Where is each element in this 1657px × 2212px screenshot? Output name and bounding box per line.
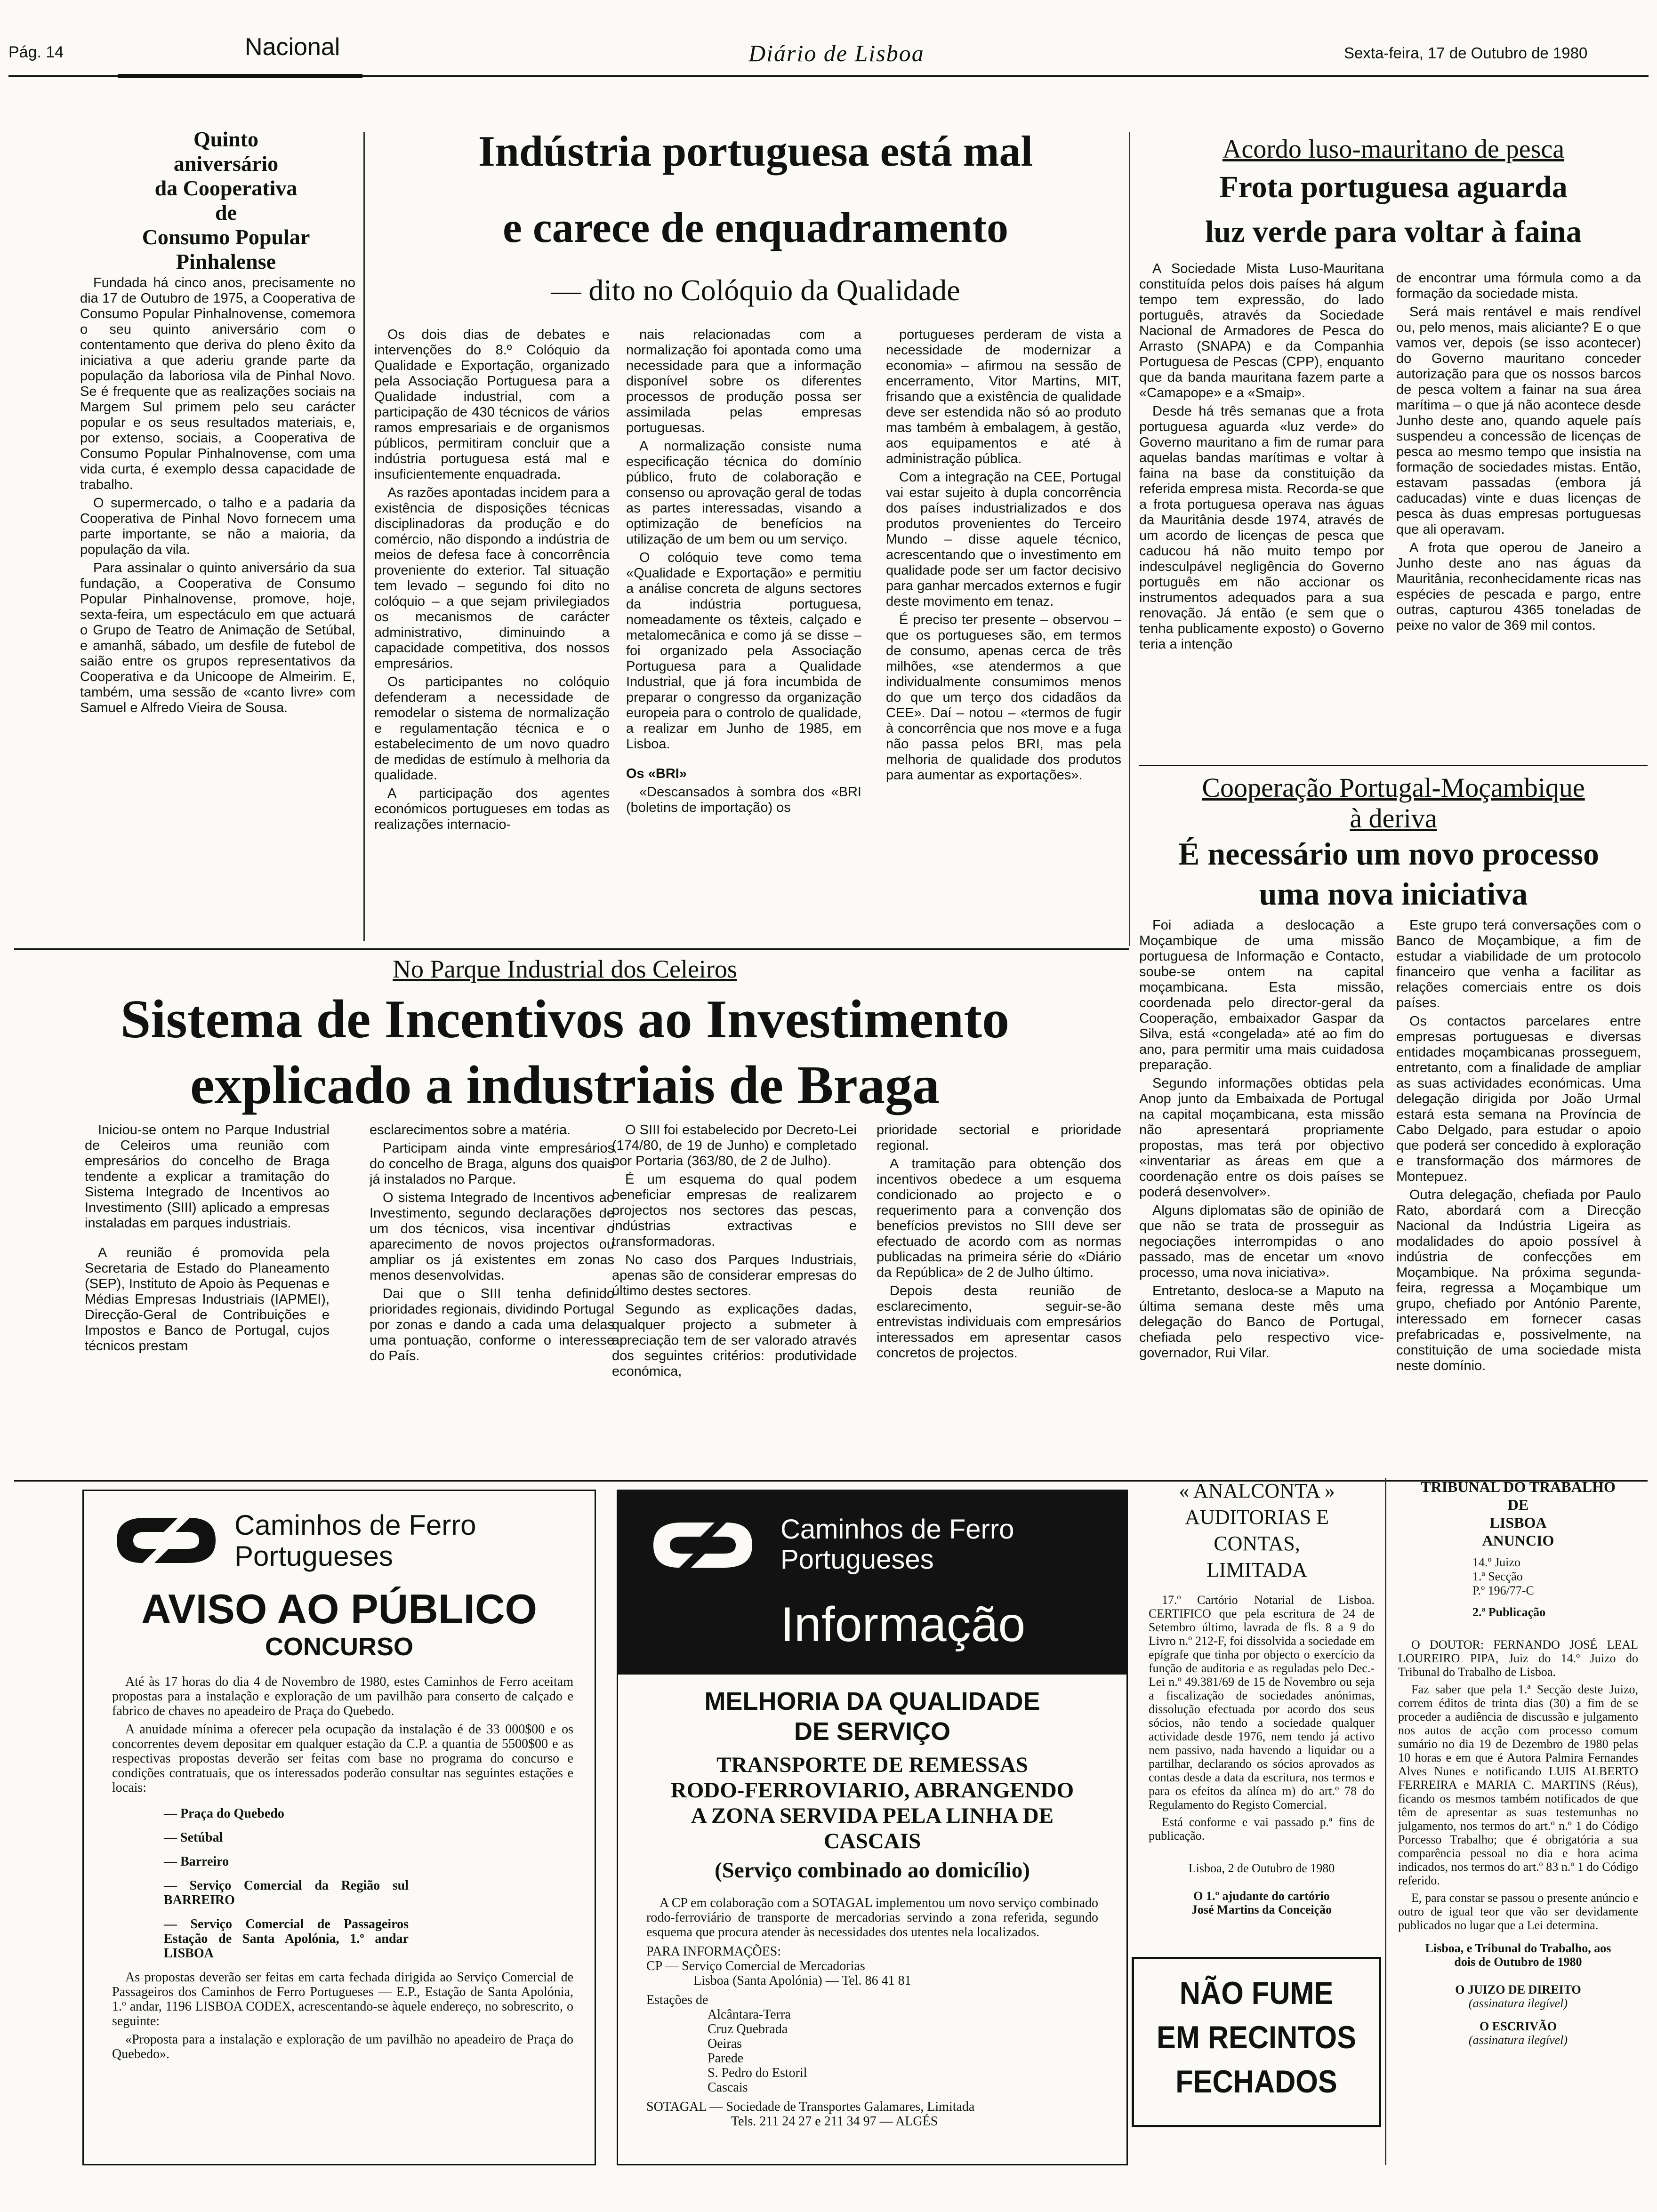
column-rule <box>1385 1478 1386 2165</box>
frota-headline-2: luz verde para voltar à faina <box>1205 215 1582 249</box>
aviso-body: Até às 17 horas do dia 4 de Novembro de 1980, estes Caminhos de Ferro aceitam propostas para a instalação e exploração de um pavilhão para conserto de calçado e fabrico de chaves no apeadeiro de Praça do Quebedo. A anuidade mínima a oferecer pela ocupação da instalação é de 33 000$00 e os concorrentes devem depositar em qualquer estação da C.P. a quantia de 5500$00 e as respectivas propostas deverão ser feitas com base no programa do concurso e condições contratuais, que os interessados poderão consultar nas seguintes estações e locais: — Praça do Quebedo — Setúbal — Barreiro — Serviço Comercial da Região sul BARREIRO — Serviço Comercial de Passageiros Estação de Santa Apolónia, 1.º andar LISBOA As propostas deverão ser feitas em carta fechada dirigida ao Serviço Comercial de Passageiros dos Caminhos de Ferro Portugueses — E.P., Estação de Santa Apolónia, 1.º andar, 1196 LISBOA CODEX, acrescentando-se àquele endereço, no sobrescrito, o seguinte: «Proposta para a instalação e exploração de um pavilhão no apeadeiro de Praça do Quebedo». <box>112 1675 573 2061</box>
station-item: S. Pedro do Estoril <box>708 2066 807 2080</box>
cp-informacao-ad <box>617 1490 1128 2165</box>
industria-col-2: nais relacionadas com a normalização foi apontada como uma necessidade para que a informação disponível sobre os diferentes processos de produção possa ser assimilada pelas empresas portuguesas. A normalização consiste numa especificação técnica do domínio público, fruto de colaboração e consenso ou aprovação geral de todas as partes interessadas, visando a optimização de benefícios na utilização de um bem ou um serviço. O colóquio teve como tema «Qualidade e Exportação» e permitiu a análise concreta de alguns sectores da indústria portuguesa, nomeadamente os têxteis, calçado e metalomecânica e como já se disse – foi organizado pela Associação Portuguesa para a Qualidade Industrial, que já fora incumbida de preparar o congresso da organização europeia para o controlo de qualidade, a realizar em Junho de 1985, em Lisboa. Os «BRI» «Descansados à sombra dos «BRI (boletins de importação) os <box>626 327 861 815</box>
cp-logo-icon <box>107 1512 225 1571</box>
nao-fume-notice: NÃO FUME EM RECINTOS FECHADOS <box>1132 1957 1381 2127</box>
aviso-location: — Serviço Comercial de Passageiros Estação de Santa Apolónia, 1.º andar LISBOA <box>164 1917 409 1961</box>
braga-col-1: Iniciou-se ontem no Parque Industrial de Celeiros uma reunião com empresários do concelho de Braga tendente a explicar a tramitação do Sistema Integrado de Incentivos ao Investimento (SIII) aplicado a empresas instaladas em parques industriais. A reunião é promovida pela Secretaria de Estado do Planeamento (SEP), Instituto de Apoio às Pequenas e Médias Empresas Industriais (IAPMEI), Direcção-Geral de Contribuições e Impostos e Banco de Portugal, cujos técnicos prestam <box>85 1122 330 1354</box>
station-item: Cruz Quebrada <box>708 2022 788 2036</box>
tribunal-reference: 14.º Juizo 1.ª Secção P.º 196/77-C 2.ª Publicação <box>1472 1555 1546 1619</box>
frota-headline-1: Frota portuguesa aguarda <box>1219 170 1568 204</box>
aviso-location: — Barreiro <box>164 1854 229 1869</box>
industria-col-3: portugueses perderam de vista a necessidade de modernizar a economia» – afirmou na sessão de encerramento, Vitor Martins, MIT, frisando que a existência de qualidade deve ser estendida não só ao produto mas também à embalagem, à gestão, aos equipamentos e até à administração pública. Com a integração na CEE, Portugal vai estar sujeito à dupla concorrência dos países industrializados e dos produtos provenientes do Terceiro Mundo – disse aquele técnico, acrescentando que o investimento em qualidade pode ser um factor decisivo para ganhar mercados externos e fugir deste movimento em tenaz. É preciso ter presente – observou – que os portugueses são, em termos de consumo, apenas cerca de três milhões, «se atendermos a que individualmente consumimos menos do que um terço dos cidadãos da CEE». Daí – notou – «termos de fugir à concorrência que nos move e a fuga não passa pelos BRI, mas pela melhoria de qualidade dos produtos para aumentar as exportações». <box>886 327 1121 783</box>
braga-col-2: esclarecimentos sobre a matéria. Participam ainda vinte empresários do concelho de Braga, alguns dos quais já instalados no Parque. O sistema Integrado de Incentivos ao Investimento, segundo declarações de um dos técnicos, visa incentivar o aparecimento de novos projectos ou ampliar os já existentes em zonas menos desenvolvidas. Dai que o SIII tenha definido prioridades regionais, dividindo Portugal por zonas e dando a cada uma delas uma pontuação, conforme o interesse do País. <box>370 1122 614 1363</box>
station-item: Oeiras <box>708 2036 742 2051</box>
braga-headline-2: explicado a industriais de Braga <box>190 1055 940 1115</box>
aviso-location: — Serviço Comercial da Região sul BARREIRO <box>164 1878 409 1907</box>
industria-headline-1: Indústria portuguesa está mal <box>478 127 1033 175</box>
section-rule <box>1139 765 1648 766</box>
braga-col-3: O SIII foi estabelecido por Decreto-Lei (174/80, de 19 de Junho) e completado por Portaria (363/80, de 2 de Julho). É um esquema do qual podem beneficiar empresas de realizarem projectos nos sectores das pescas, indústrias extractivas e transformadoras. No caso dos Parques Industriais, apenas são de considerar empresas do último destes sectores. Segundo as explicações dadas, qualquer projecto a submeter à apreciação tem de ser valorado através dos seguintes critérios: produtividade económica, <box>612 1122 857 1379</box>
industria-subhead: — dito no Colóquio da Qualidade <box>551 273 960 307</box>
frota-col-1: A Sociedade Mista Luso-Mauritana constituída pelos dois países há algum tempo tem expressão, do lado português, através da Sociedade Nacional de Armadores de Pesca do Arrasto (SNAPA) e da Companhia Portuguesa de Pescas (CPP), enquanto que da banda mauritana fazem parte a «Camapope» e a «Smaip». Desde há três semanas que a frota portuguesa aguarda «luz verde» do Governo mauritano a fim de rumar para aquelas bandas marítimas e voltar à faina na base da constituição da referida empresa mista. Recorda-se que a frota portuguesa operava nas águas da Mauritânia desde 1974, através de um acordo de licenças de pesca que caducou há não muito tempo por indesculpável negligência do Governo português em não accionar os instrumentos adequados para a sua renovação. Já então (e sem que o tenha publicamente exposto) o Governo teria a intenção <box>1139 261 1384 652</box>
mocambique-headline-2: uma nova iniciativa <box>1259 876 1528 912</box>
aviso-subtitle: CONCURSO <box>265 1633 413 1661</box>
page-number: Pág. 14 <box>8 43 64 61</box>
informacao-subtitle: TRANSPORTE DE REMESSAS RODO-FERROVIARIO, ABRANGENDO A ZONA SERVIDA PELA LINHA DE CASCAIS (Serviço combinado ao domicílio) <box>670 1753 1074 1883</box>
issue-date: Sexta-feira, 17 de Outubro de 1980 <box>1344 44 1588 62</box>
tribunal-body: O DOUTOR: FERNANDO JOSÉ LEAL LOUREIRO PIPA, Juiz do 14.º Juizo do Tribunal do Trabalho de Lisboa. Faz saber que pela 1.ª Secção deste Juizo, correm éditos de trinta dias (30) a fim de se proceder a audiência de discussão e julgamento nos autos de acção com processo comum sumário no dia 19 de Dezembro de 1980 pelas 10 horas e em que é Autora Palmira Fernandes Alves Nunes e notificando LUIS ALBERTO FERREIRA e MARIA C. MARTINS (Réus), ficando os mesmos também notificados de que têm de apresentar as suas testemunhas no julgamento, nos termos do art.º n.º 1 do Código Porcesso Trabalho; que é obrigatória a sua comparência pessoal no dia e hora acima indicados, nos termos do art.º 83 n.º 1 do Código referido. E, para constar se passou o presente anúncio e outro de igual teor que vão ser devidamente publicados no lugar que a Lei determina. Lisboa, e Tribunal do Trabalho, aos dois de Outubro de 1980 O JUIZO DE DIREITO (assinatura ilegível) O ESCRIVÃO (assinatura ilegível) <box>1398 1638 1638 2047</box>
mocambique-col-1: Foi adiada a deslocação a Moçambique de uma missão portuguesa de Informação e Contacto, soube-se ontem na capital moçambicana. Esta missão, coordenada pelo director-geral da Cooperação, embaixador Gaspar da Silva, está «congelada» até ao fim do ano, para permitir uma mais cuidadosa preparação. Segundo informações obtidas pela Anop junto da Embaixada de Portugal na capital moçambicana, esta missão não apresentará propriamente propostas, mas terá por objectivo «inventariar as áreas em que a coordenação entre os dois países se poderá desenvolver». Alguns diplomatas são de opinião de que não se trata de prosseguir as negociações interrompidas o ano passado, mas de encetar um «novo processo, uma nova iniciativa». Entretanto, desloca-se a Maputo na última semana deste mês uma delegação do Banco de Portugal, chefiada pelo respectivo vice-governador, Rui Vilar. <box>1139 918 1384 1361</box>
station-item: Cascais <box>708 2080 748 2095</box>
masthead-accent-rule <box>118 74 362 78</box>
cp-company-name: Caminhos de Ferro Portugueses <box>780 1514 1014 1575</box>
cp-logo-icon <box>644 1517 762 1576</box>
informacao-banner: Informação <box>780 1597 1026 1652</box>
aviso-title: AVISO AO PÚBLICO <box>141 1586 537 1632</box>
mocambique-col-2: Este grupo terá conversações com o Banco de Moçambique, a fim de estudar a viabilidade de um protocolo financeiro que venha a facilitar as relações comerciais entre os dois países. Os contactos parcelares entre empresas portuguesas e diversas entidades moçambicanas prosseguem, entretanto, com a finalidade de ampliar as suas actividades económicas. Uma delegação dirigida por João Urmal estará esta semana na Província de Cabo Delgado, para estudar o apoio que poderá ser concedido à exploração e transformação dos mármores de Montepuez. Outra delegação, chefiada por Paulo Rato, abordará com a Direcção Nacional da Indústria Ligeira as modalidades do apoio possível à indústria de confecções em Moçambique. Na próxima segunda-feira, regressa a Moçambique um grupo, chefiado por António Parente, interessado em fornecer casas prefabricadas e, possivelmente, na constituição de uma sociedade mista neste domínio. <box>1396 918 1641 1373</box>
informacao-title: MELHORIA DA QUALIDADE DE SERVIÇO <box>704 1687 1040 1746</box>
aviso-location: — Praça do Quebedo <box>164 1806 284 1821</box>
braga-headline-1: Sistema de Incentivos ao Investimento <box>120 989 1010 1050</box>
cp-aviso-ad <box>82 1490 596 2165</box>
station-item: Alcântara-Terra <box>708 2007 791 2022</box>
section-rule <box>14 948 1129 950</box>
frota-col-2: de encontrar uma fórmula como a da formação da sociedade mista. Será mais rentável e mais rendível ou, pelo menos, mais aliciante? E o que vamos ver, depois (se isso acontecer) do Governo mauritano conceder autorização para que os nossos barcos de pesca voltem a fainar na sua área marítima – o que já não acontece desde Junho deste ano, quando aquele país suspendeu a concessão de licenças de pesca ao mesmo tempo que insistia na formação de sociedades mistas. Então, estavam passadas (embora já caducadas) vinte e duas licenças de pesca às duas empresas portuguesas que ali operavam. A frota que operou de Janeiro a Junho deste ano nas águas da Mauritânia, reconhecidamente ricas nas espécies de pescada e pargo, entre outras, capturou 4365 toneladas de peixe no valor de 369 mil contos. <box>1396 271 1641 633</box>
frota-kicker: Acordo luso-mauritano de pesca <box>1222 135 1565 164</box>
industria-headline-2: e carece de enquadramento <box>503 203 1008 251</box>
section-name: Nacional <box>245 33 340 61</box>
newspaper-title: Diário de Lisboa <box>748 40 925 66</box>
mocambique-kicker-1: Cooperação Portugal-Moçambique <box>1202 772 1585 803</box>
mocambique-headline-1: É necessário um novo processo <box>1178 836 1600 872</box>
aviso-location: — Setúbal <box>164 1830 223 1845</box>
analconta-body: 17.º Cartório Notarial de Lisboa. CERTIFICO que pela escritura de 24 de Setembro último, lavrada de fls. 8 a 9 do Livro n.º 212-F, foi dissolvida a sociedade em epígrafe que tinha por objecto o exercício da função de auditoria e as reguladas pelo Dec.-Lei n.º 49.381/69 de 15 de Novembro ou seja a fiscalização de sociedades anónimas, dissolução efectuada por acordo dos seus sócios, não tendo a sociedade qualquer actividade desde 1976, nem tendo já activo nem passivo, nada havendo a liquidar ou a partilhar, declarando os sócios aprovados as contas desde a data da escritura, nos termos e para os efeitos da alínea m) do art.º 78 do Regulamento do Registo Comercial. Está conforme e vai passado p.ª fins de publicação. Lisboa, 2 de Outubro de 1980 O 1.º ajudante do cartório José Martins da Conceição <box>1149 1593 1375 1916</box>
quinto-body: Fundada há cinco anos, precisamente no dia 17 de Outubro de 1975, a Cooperativa de Consumo Popular Pinhalnovense, comemora o seu quinto aniversário com o contentamento que deriva do pleno êxito da iniciativa a que aderiu grande parte da população da laboriosa vila de Pinhal Novo. Se é frequente que as realizações sociais na Margem Sul primem pelo seu carácter popular e os seus resultados materiais, e, por extenso, sociais, a Cooperativa de Consumo Popular Pinhalnovense, com uma vida curta, é exemplo dessa capacidade de trabalho. O supermercado, o talho e a padaria da Cooperativa de Pinhal Novo fornecem uma parte importante, se não a maioria, da população da vila. Para assinalar o quinto aniversário da sua fundação, a Cooperativa de Consumo Popular Pinhalnovense, promove, hoje, sexta-feira, um espectáculo em que actuará o Grupo de Teatro de Animação de Setúbal, e amanhã, sábado, um desfile de futebol de saião entre os grupos representativos da Cooperativa e da Unicoope de Almeirim. E, também, uma sessão de «canto livre» com Samuel e Alfredo Vieira de Sousa. <box>80 275 355 715</box>
column-rule <box>1129 132 1130 946</box>
quinto-headline: Quinto aniversário da Cooperativa de Consumo Popular Pinhalense <box>142 127 310 273</box>
cp-company-name: Caminhos de Ferro Portugueses <box>234 1509 476 1572</box>
tribunal-title: TRIBUNAL DO TRABALHO DE LISBOA ANUNCIO <box>1421 1478 1616 1549</box>
braga-col-4: prioridade sectorial e prioridade regional. A tramitação para obtenção dos incentivos obedece a um esquema condicionado ao projecto e o requerimento para a convenção dos benefícios previstos no SIII deve ser efectuado de acordo com as normas publicadas na primeira série do «Diário da República» de 2 de Julho último. Depois desta reunião de esclarecimento, seguir-se-ão entrevistas individuais com empresários interessados em apresentar casos concretos de projectos. <box>877 1122 1121 1361</box>
station-item: Parede <box>708 2051 744 2066</box>
braga-kicker: No Parque Industrial dos Celeiros <box>393 955 737 983</box>
column-rule <box>363 132 365 941</box>
analconta-title: « ANALCONTA » AUDITORIAS E CONTAS, LIMITADA <box>1179 1479 1335 1581</box>
industria-col-1: Os dois dias de debates e intervenções do 8.º Colóquio da Qualidade e Exportação, organizado pela Associação Portuguesa para a Qualidade industrial, com a participação de 430 técnicos de vários ramos empresariais e de organismos públicos, permitiram concluir que a indústria portuguesa está mal e insuficientemente enquadrada. As razões apontadas incidem para a existência de disposições técnicas disciplinadoras da produção e do comércio, não dispondo a indústria de meios de defesa face à concorrência proveniente do exterior. Tal situação tem levado – segundo foi dito no colóquio – a que sejam privilegiados os mecanismos de carácter administrativo, diminuindo a capacidade competitiva, dos nossos empresários. Os participantes no colóquio defenderam a necessidade de remodelar o sistema de normalização e regulamentação técnica e o estabelecimento de um novo quadro de medidas de estímulo à melhoria da qualidade. A participação dos agentes económicos portugueses em todas as realizações internacio- <box>374 327 610 832</box>
informacao-body: A CP em colaboração com a SOTAGAL implementou um novo serviço combinado rodo-ferroviário de transporte de mercadorias servindo a zona referida, segundo esquema que procura atender às necessidades dos utentes nela localizados. PARA INFORMAÇÕES: CP — Serviço Comercial de Mercadorias Lisboa (Santa Apolónia) — Tel. 86 41 81 Estações de Alcântara-Terra Cruz Quebrada Oeiras Parede S. Pedro do Estoril Cascais SOTAGAL — Sociedade de Transportes Galamares, Limitada Tels. 211 24 27 e 211 34 97 — ALGÉS <box>646 1896 1098 2129</box>
bri-subhead: Os «BRI» <box>626 766 687 781</box>
mocambique-kicker-2: à deriva <box>1350 803 1437 834</box>
